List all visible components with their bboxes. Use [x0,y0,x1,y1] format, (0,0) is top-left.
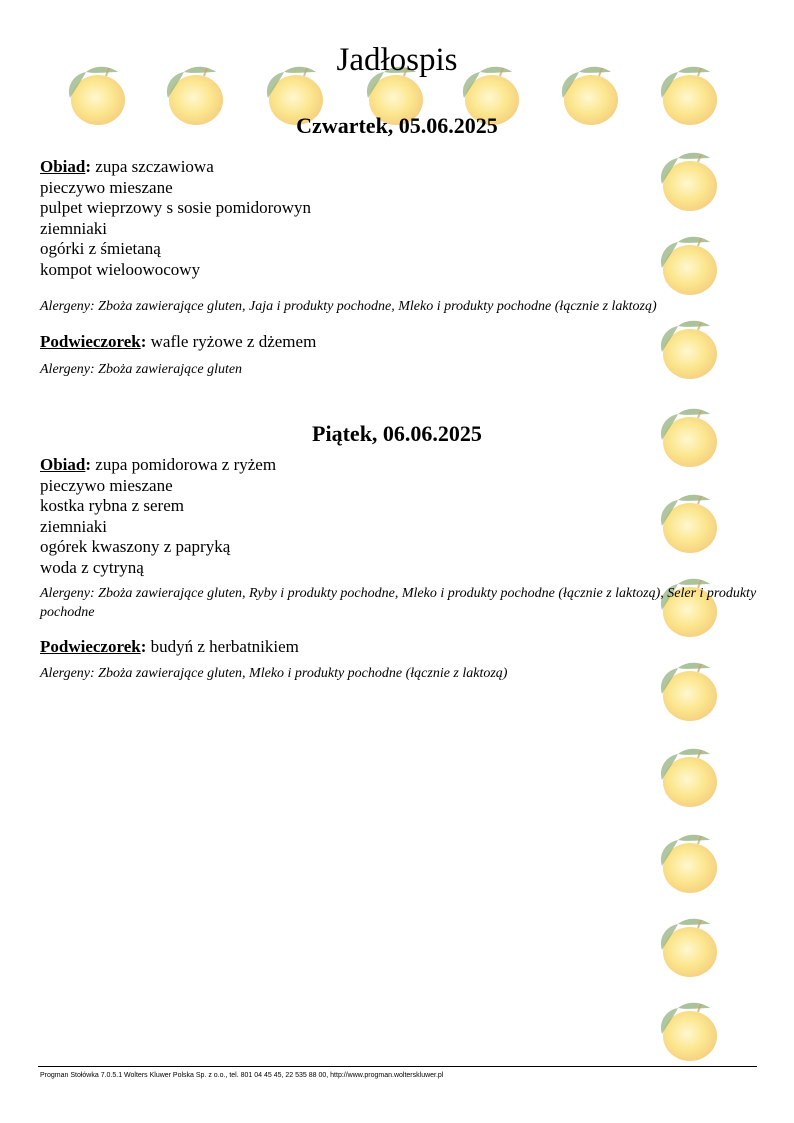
peach-icon [654,826,724,894]
meal-item: kompot wieloowocowy [40,259,201,279]
meal-item: pieczywo mieszane [40,177,173,197]
page-title: Jadłospis [336,42,458,78]
peach-icon [654,740,724,808]
meal-item: budyń z herbatnikiem [150,637,299,656]
footer-text: Progman Stołówka 7.0.5.1 Wolters Kluwer Polska Sp. z o.o., tel. 801 04 45 45, 22 535 88 00, http://www.progman.wolterskluwer.pl [40,1072,444,1079]
meal-block: Obiad: zupa pomidorowa z ryżem pieczywo mieszane kostka rybna z serem ziemniaki ogórek kwaszony z papryką woda z cytryną [40,455,660,578]
day-heading: Piątek, 06.06.2025 [312,421,482,446]
meal-item: ogórki z śmietaną [40,239,161,258]
meal-block: Obiad: zupa szczawiowa pieczywo mieszane pulpet wieprzowy s sosie pomidorowyn ziemniaki ogórki z śmietaną kompot wieloowocowy [40,157,660,280]
allergens-text: Alergeny: Zboża zawierające gluten, Ryby i produkty pochodne, Mleko i produkty pochodne (łącznie z laktozą), Seler i produkty pochodne [40,586,757,620]
meal-item: zupa pomidorowa z ryżem [95,455,277,474]
meal-block: Podwieczorek: wafle ryżowe z dżemem [40,332,317,351]
allergens-text: Alergeny: Zboża zawierające gluten, Mleko i produkty pochodne (łącznie z laktozą) [40,666,508,681]
allergens-text: Alergeny: Zboża zawierające gluten [40,362,243,377]
peach-icon [654,910,724,978]
meal-name: Obiad [40,455,86,474]
meal-item: pulpet wieprzowy s sosie pomidorowyn [40,198,312,217]
peach-icon [654,228,724,296]
day-heading: Czwartek, 05.06.2025 [296,113,498,138]
meal-item: ziemniaki [40,218,108,238]
allergens-text: Alergeny: Zboża zawierające gluten, Jaja i produkty pochodne, Mleko i produkty pochodne (łącznie z laktozą) [40,299,657,314]
meal-name: Obiad [40,157,86,176]
meal-item: zupa szczawiowa [95,157,214,176]
meal-item: wafle ryżowe z dżemem [150,332,317,351]
meal-block: Podwieczorek: budyń z herbatnikiem [40,637,299,656]
meal-name: Podwieczorek [40,637,141,656]
peach-icon [654,486,724,554]
peach-icon [654,144,724,212]
meal-item: pieczywo mieszane [40,475,173,495]
meal-item: ziemniaki [40,516,108,536]
meal-item: kostka rybna z serem [40,496,184,515]
meal-name: Podwieczorek [40,332,141,351]
peach-icon [654,994,724,1062]
meal-item: ogórek kwaszony z papryką [40,537,231,556]
meal-item: woda z cytryną [40,557,144,577]
footer-divider [38,1066,757,1067]
